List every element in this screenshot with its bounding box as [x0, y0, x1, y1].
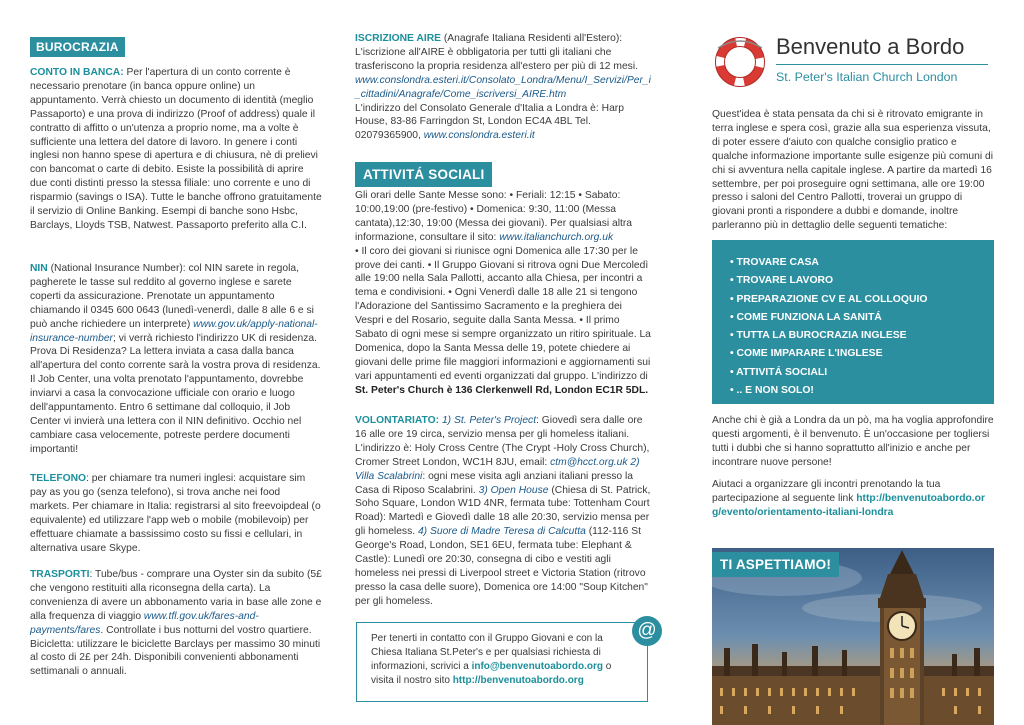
topic-item: • TROVARE CASA [730, 257, 819, 268]
paragraph-volontariato: VOLONTARIATO: 1) St. Peter's Project: Giovedì sera dalle ore 16 alle ore 19 circa, servizio mensa per gli homeless italiani. L'indirizzo è: Holy Cross Centre (The Crypt -Holy Cross Church), Cromer Street London, WC1H 8JU, email: ctm@hcct.org.uk 2) Villa Scalabrini: ogni mese visita agli anziani italiani presso la Casa di Riposo Scalabrini. 3) Open House (Chiesa di St. Patrick, Soho Square, London W1D 4NR, fermata tube: Tottenham Court Road): Martedì e Giovedì dalle 18 alle 20:30, servizio mensa per gli homeless. 4) Suore di Madre Teresa di Calcutta (112-116 St George's Road, London, SE1 6EU, fermata tube: Elephant & Castle): Lunedì ore 20:30, consegna di cibo e vestiti agli homeless nei pressi di Liverpool street e Victoria Station (ritrovo presso la casa delle suore), Domenica ore 14:00 "Soup Kitchen" per gli homeless. [355, 415, 651, 607]
event-link[interactable]: http://benvenutoabordo.org/evento/orientamento-italiani-londra [712, 492, 985, 518]
italianchurch-link[interactable]: www.italianchurch.org.uk [499, 231, 614, 243]
nin-link[interactable]: www.gov.uk/apply-national-insurance-number [30, 318, 318, 344]
paragraph-aire: ISCRIZIONE AIRE (Anagrafe Italiana Residenti all'Estero): L'iscrizione all'AIRE è obbligatoria per tutti gli italiani che trasferiscono la propria residenza all'estero per più di 12 mesi. www.conslondra.esteri.it/Consolato_Londra/Menu/I_Servizi/Per_i_cittadini/Anagrafe/Come_iscriversi_AIRE.htm L'indirizzo del Consolato Generale d'Italia a Londra è: Harp House, 83-86 Farringdon St, London EC4A 4BL Tel. 02079365900, www.conslondra.esteri.it [355, 33, 651, 142]
paragraph-telefono: TELEFONO: per chiamare tra numeri inglesi: acquistare sim pay as you go (senza telefono), si trova anche nei food markets. Per chiamare in Italia: registrarsi al sito freevoipdeal (o equivalente) ed utilizzare l'app web o mobile (mobilevoip) per effettuare chiamate a bassissimo costo su fissi e cellulari, in alternativa usare Skype. [30, 473, 321, 554]
after-paragraph-2: Aiutaci a organizzare gli incontri prenotando la tua partecipazione al seguente link http://benvenutoabordo.org/evento/orientamento-italiani-londra [712, 479, 985, 518]
topics-box [712, 240, 994, 404]
section-header-burocrazia: BUROCRAZIA [30, 37, 125, 57]
paragraph-attivita: Gli orari delle Sante Messe sono: • Feriali: 12:15 • Sabato: 10:00,19:00 (pre-festivo) • Domenica: 9:30, 11:00 (Messa cantata),12:30, 19:00 (Messa dei giovani). Per qualsiasi altra informazione, consultare il sito: www.italianchurch.org.uk • Il coro dei giovani si riunisce ogni Domenica alle 17:30 per le prove dei canti. • Il Gruppo Giovani si ritrova ogni Due Mercoledì alle 19:00 nella Sala Pallotti, accanto alla Chiesa, per incontri a tema e condivisioni. • Ogni Venerdì dalle 18 alle 21 si tengono l'Adorazione del Santissimo Sacramento e la preghiera dei Vespri e del Rosario, seguite dalla Santa Messa. • Il primo Sabato di ogni mese si sempre organizzato un ritiro spirituale. La Domenica, dopo la Santa Messa delle 19, potete chiedere ai giovani delle prime file maggiori informazioni e aggiornamenti sui vari appuntamenti ed eventi organizzati dal gruppo. L'indirizzo di St. Peter's Church è 136 Clerkenwell Rd, London EC1R 5DL. [355, 190, 651, 396]
aire-link[interactable]: www.conslondra.esteri.it/Consolato_Londra/Menu/I_Servizi/Per_i_cittadini/Anagrafe/Come_iscriversi_AIRE.htm [355, 74, 651, 100]
ti-aspettiamo-banner: TI ASPETTIAMO! [712, 552, 839, 577]
tfl-link[interactable]: www.tfl.gov.uk/fares-and-payments/fares [30, 610, 259, 636]
topic-item: • TUTTA LA BUROCRAZIA INGLESE [730, 330, 907, 342]
at-icon: @ [632, 616, 662, 646]
topic-item: • ATTIVITÁ SOCIALI [730, 366, 828, 378]
topics-list [712, 240, 994, 400]
topic-item: • .. E NON SOLO! [730, 385, 814, 397]
topic-item: • PREPARAZIONE CV E AL COLLOQUIO [730, 293, 928, 305]
logo-title: Benvenuto a Bordo [776, 34, 965, 59]
hcct-email-link[interactable]: ctm@hcct.org.uk [550, 456, 628, 468]
intro-paragraph: Quest'idea è stata pensata da chi si è ritrovato emigrante in terra inglese e spera così, grazie alla sua esperienza vissuta, di poter essere d'aiuto con qualche consiglio pratico e qualche informazione importante sulle esigenze più comuni di chi si avventura nella capitale inglese. A partire da martedì 16 settembre, per poi proseguire ogni settimana, alle ore 19:00 presso i saloni del Centro Pallotti, troverai un gruppo di giovani pronti a rispondere a dubbi e domande, inoltre parleranno più in dettaglio delle seguenti tematiche: [712, 109, 994, 232]
logo-subtitle: St. Peter's Italian Church London [776, 70, 958, 84]
lifebuoy-icon [712, 36, 768, 88]
consolato-link[interactable]: www.conslondra.esteri.it [423, 130, 535, 142]
contact-box [356, 622, 648, 702]
topic-item: • TROVARE LAVORO [730, 275, 834, 287]
section-header-attivita-sociali: ATTIVITÁ SOCIALI [355, 162, 492, 187]
contact-site-link[interactable]: http://benvenutoabordo.org [452, 675, 584, 686]
topic-item: • COME IMPARARE L'INGLESE [730, 348, 883, 360]
paragraph-nin: NIN (National Insurance Number): col NIN sarete in regola, pagherete le tasse sul reddito al governo inglese e sarete coperti da assicurazione. Prenotate un appuntamento chiamando il 0345 600 0643 (lunedì-venerdì, dalle 8 alle 6 e si può anche richiedere un interprete) www.gov.uk/apply-national-insurance-number; vi verrà richiesto l'indirizzo UK di residenza. Prova Di Residenza? La lettera inviata a casa dalla banca all'apertura del conto corrente sarà la vostra prova di residenza. Il Job Center, una volta prenotato l'appuntamento, dovrebbe inviarvi a casa la convocazione ufficiale con orario e luogo dell'appuntamento. Entro 6 settimane dal colloquio, il Job Center vi invierà una lettera con il NIN definitivo. Occhio nel cambiare casa velocemente, potreste perdere documenti importanti! [30, 263, 321, 455]
church-address: St. Peter's Church è 136 Clerkenwell Rd, London EC1R 5DL. [355, 384, 649, 396]
contact-email-link[interactable]: info@benvenutoabordo.org [471, 661, 603, 672]
contact-text: Per tenerti in contatto con il Gruppo Giovani e con la Chiesa Italiana St.Peter's e per qualsiasi richiesta di informazioni, scrivici a info@benvenutoabordo.org o visita il nostro sito http://benvenutoabordo.org [371, 633, 612, 686]
logo-divider [776, 64, 988, 65]
paragraph-trasporti: TRASPORTI: Tube/bus - comprare una Oyster sin da subito (5£ che vengono restituiti alla riconsegna della carta). La convenienza di avere un abbonamento varia in base alle zone e alla frequenza di viaggio www.tfl.gov.uk/fares-and-payments/fares. Controllate i bus notturni del vostro quartiere. Bicicletta: utilizzare le biciclette Barclays per massimo 30 minuti al costo di 2£ per 24h. Disponibili convenienti abbonamenti settimanali o annuali. [30, 569, 322, 678]
topic-item: • COME FUNZIONA LA SANITÁ [730, 311, 882, 323]
after-paragraph-1: Anche chi è già a Londra da un pò, ma ha voglia approfondire questi argomenti, è il benvenuto. È un'occasione per togliersi tutti i dubbi che si hanno soprattutto all'inizio e anche per incontrare nuove persone! [712, 415, 994, 468]
paragraph-conto-banca: CONTO IN BANCA: Per l'apertura di un conto corrente è necessario prenotare (in banca oppure online) un appuntamento. Verrà chiesto un documento di identità (meglio Passaporto) e una prova di indirizzo (Proof of address) quale il contratto di affitto o un'utenza a proprio nome, ma a volte è sufficiente una lettera del datore di lavoro. In genere i conti inglesi non hanno spese di apertura e di chiusura, nè di prelievi con bancomat o carte di debito. Esiste la possibilità di aprire due conti distinti presso la stessa filiale: uno corrente e uno di risparmio (savings o ISA). Tutte le banche offrono gratuitamente il servizio di Online Banking. Esempi di banche sono Hsbc, Barclays, Lloyds TSB, Natwest. Passaporto preferito alla C.I. [30, 67, 322, 231]
